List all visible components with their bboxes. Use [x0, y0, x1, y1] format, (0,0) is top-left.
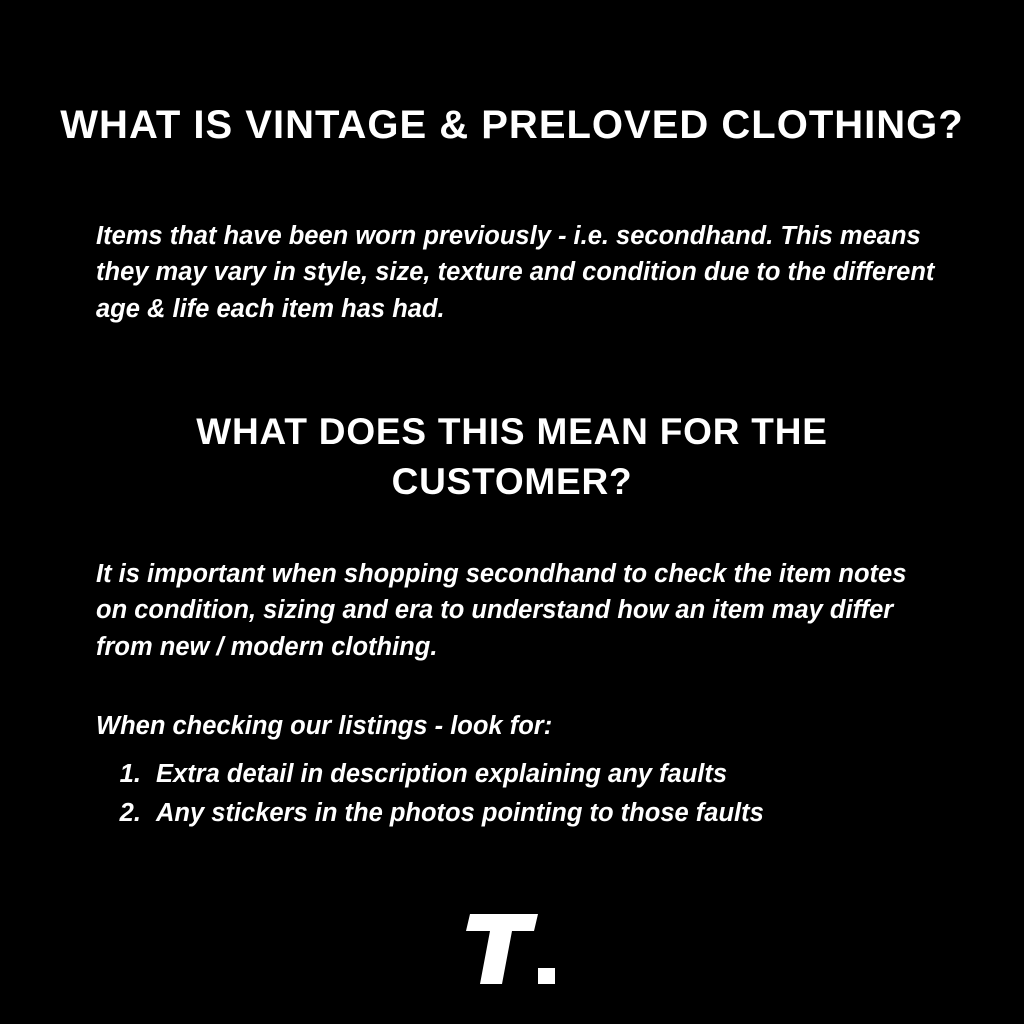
- section-title-customer: WHAT DOES THIS MEAN FOR THE CUSTOMER?: [196, 410, 828, 502]
- logo-t-dot-icon: [464, 914, 560, 984]
- checklist: [96, 755, 988, 833]
- list-item: 1. Extra detail in description explaining any faults: [148, 755, 988, 794]
- definition-paragraph: Items that have been worn previously - i.e. secondhand. This means they may vary in style, size, texture and condition due to the different age & life each item has had.: [96, 221, 935, 323]
- page-title: WHAT IS VINTAGE & PRELOVED CLOTHING?: [60, 102, 964, 147]
- customer-paragraph: It is important when shopping secondhand to check the item notes on condition, sizing and era to understand how an item may differ from new / modern clothing.: [96, 559, 907, 661]
- list-item: 2. Any stickers in the photos pointing to those faults: [148, 794, 988, 833]
- checking-intro-paragraph: When checking our listings - look for:: [96, 711, 553, 740]
- brand-logo: [0, 914, 1024, 984]
